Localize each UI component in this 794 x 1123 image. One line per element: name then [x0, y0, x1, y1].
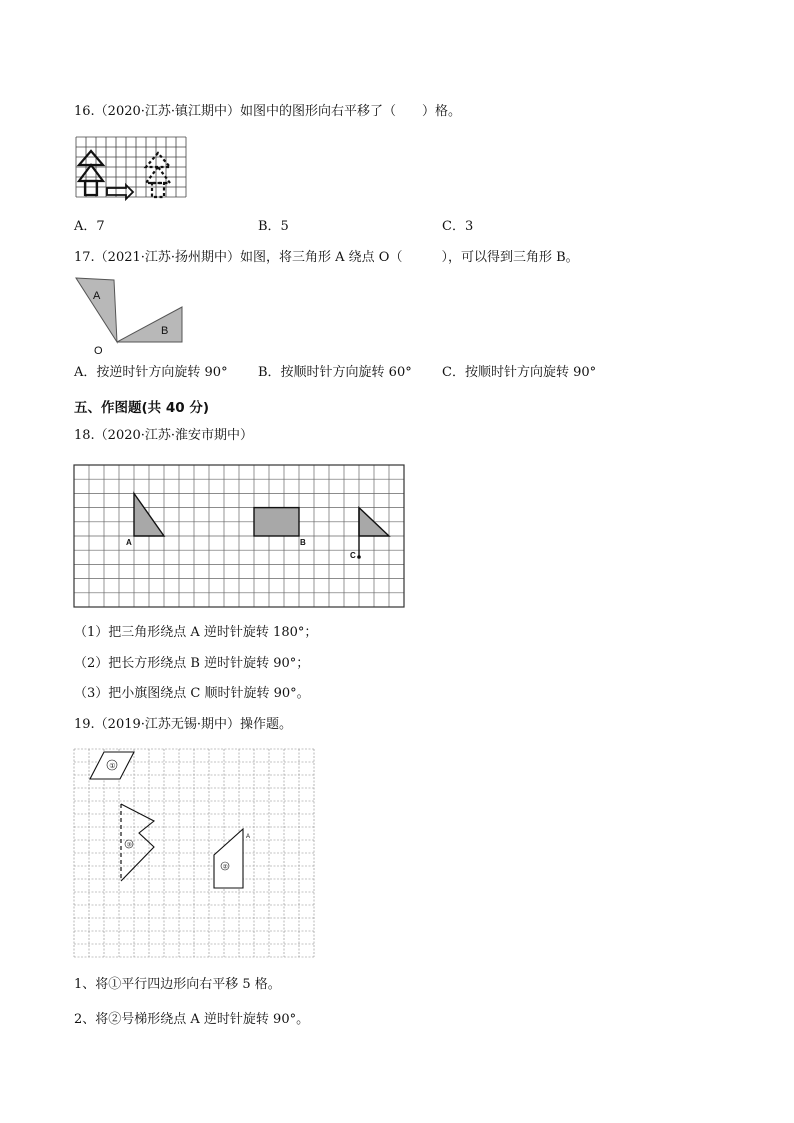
point-b-label: B: [300, 538, 306, 547]
label-b: B: [161, 325, 169, 337]
q16-option-c[interactable]: C．3: [442, 219, 474, 234]
section-title: 五、作图题(共 40 分): [74, 400, 210, 416]
shape-3-label: ③: [126, 842, 132, 849]
q17-text: 17.（2021·江苏·扬州期中）如图，将三角形 A 绕点 O（ ），可以得到三角形 B。: [74, 250, 579, 265]
q17-option-a[interactable]: A．按逆时针方向旋转 90°: [74, 365, 228, 380]
q18-grid-figure: [74, 465, 404, 607]
point-a-label: A: [126, 538, 132, 547]
q19-task-1: 1、将①平行四边形向右平移 5 格。: [74, 977, 281, 992]
rectangle-shape: [254, 508, 299, 536]
label-o: O: [94, 345, 103, 357]
q18-task-2: （2）把长方形绕点 B 逆时针旋转 90°；: [74, 656, 310, 671]
shape-2-label: ②: [222, 864, 228, 871]
trapezoid-shape-2: [214, 829, 243, 888]
q17-option-b[interactable]: B．按顺时针方向旋转 60°: [258, 365, 412, 380]
point-a-label: A: [246, 834, 251, 840]
q18-task-3: （3）把小旗图绕点 C 顺时针旋转 90°。: [74, 686, 310, 701]
q18-task-1: （1）把三角形绕点 A 逆时针旋转 180°；: [74, 625, 318, 640]
q17-figure: [76, 276, 188, 360]
triangle-a: [76, 278, 117, 342]
q18-text: 18.（2020·江苏·淮安市期中）: [74, 428, 254, 443]
q16-option-b[interactable]: B．5: [258, 219, 289, 234]
label-a: A: [93, 290, 101, 302]
q19-text: 19.（2019·江苏无锡·期中）操作题。: [74, 717, 293, 732]
q17-option-c[interactable]: C．按顺时针方向旋转 90°: [442, 365, 597, 380]
tree-shape: [79, 151, 103, 195]
point-c-label: C: [350, 551, 356, 560]
q16-option-a[interactable]: A．7: [74, 219, 105, 234]
shape-1-label: ①: [109, 763, 116, 770]
q16-text: 16.（2020·江苏·镇江期中）如图中的图形向右平移了（ ）格。: [74, 104, 462, 119]
triangle-b: [117, 307, 182, 342]
q16-figure: [76, 137, 186, 201]
q19-grid-figure: [74, 749, 314, 957]
q19-task-2: 2、将②号梯形绕点 A 逆时针旋转 90°。: [74, 1012, 310, 1027]
